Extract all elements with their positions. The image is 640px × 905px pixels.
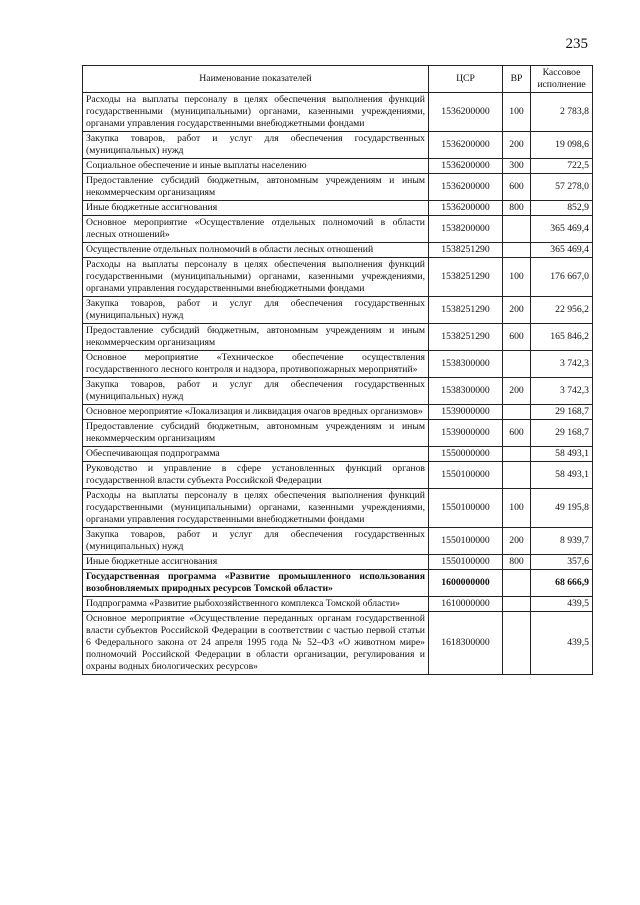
row-amount: 8 939,7	[531, 528, 593, 555]
row-vr-code	[503, 216, 531, 243]
row-vr-code: 100	[503, 93, 531, 132]
header-amount: Кассовое исполнение	[531, 66, 593, 93]
page-number: 235	[565, 36, 588, 52]
row-amount: 58 493,1	[531, 462, 593, 489]
row-csr-code: 1536200000	[429, 93, 503, 132]
table-row	[83, 258, 593, 297]
row-amount: 68 666,9	[531, 570, 593, 597]
row-name: Руководство и управление в сфере установленных функций органов государственной власти субъекта Российской Федерации	[83, 462, 429, 489]
row-csr-code: 1536200000	[429, 159, 503, 174]
row-vr-code: 100	[503, 258, 531, 297]
row-csr-code: 1538251290	[429, 258, 503, 297]
row-name: Обеспечивающая подпрограмма	[83, 447, 429, 462]
row-csr-code: 1536200000	[429, 201, 503, 216]
row-amount: 439,5	[531, 597, 593, 612]
row-amount: 165 846,2	[531, 324, 593, 351]
row-vr-code: 600	[503, 420, 531, 447]
row-name: Основное мероприятие «Осуществление отдельных полномочий в области лесных отношений»	[83, 216, 429, 243]
row-amount: 365 469,4	[531, 216, 593, 243]
table-header-row	[83, 66, 593, 93]
table-row	[83, 351, 593, 378]
row-csr-code: 1536200000	[429, 174, 503, 201]
row-amount: 722,5	[531, 159, 593, 174]
row-name: Расходы на выплаты персоналу в целях обеспечения выполнения функций государственными (муниципальными) органами, казенными учреждениями, органами управления государственными внебюджетными фондами	[83, 489, 429, 528]
row-amount: 365 469,4	[531, 243, 593, 258]
row-csr-code: 1538200000	[429, 216, 503, 243]
table-row	[83, 462, 593, 489]
table-row	[83, 612, 593, 675]
row-name: Закупка товаров, работ и услуг для обеспечения государственных (муниципальных) нужд	[83, 378, 429, 405]
row-amount: 29 168,7	[531, 405, 593, 420]
row-vr-code: 600	[503, 174, 531, 201]
row-name: Основное мероприятие «Локализация и ликвидация очагов вредных организмов»	[83, 405, 429, 420]
row-vr-code: 800	[503, 555, 531, 570]
row-csr-code: 1538300000	[429, 351, 503, 378]
table-row	[83, 132, 593, 159]
row-csr-code: 1538251290	[429, 324, 503, 351]
row-vr-code	[503, 405, 531, 420]
row-name: Государственная программа «Развитие промышленного использования возобновляемых природных ресурсов Томской области»	[83, 570, 429, 597]
row-amount: 29 168,7	[531, 420, 593, 447]
budget-table	[82, 65, 593, 675]
table-row	[83, 174, 593, 201]
table-body	[83, 93, 593, 675]
row-csr-code: 1539000000	[429, 405, 503, 420]
row-csr-code: 1538251290	[429, 243, 503, 258]
row-name: Закупка товаров, работ и услуг для обеспечения государственных (муниципальных) нужд	[83, 297, 429, 324]
row-amount: 19 098,6	[531, 132, 593, 159]
header-vr: ВР	[503, 66, 531, 93]
table-row	[83, 297, 593, 324]
row-name: Предоставление субсидий бюджетным, автономным учреждениям и иным некоммерческим организациям	[83, 420, 429, 447]
row-csr-code: 1618300000	[429, 612, 503, 675]
row-amount: 439,5	[531, 612, 593, 675]
table-row	[83, 420, 593, 447]
row-vr-code	[503, 351, 531, 378]
row-amount: 3 742,3	[531, 351, 593, 378]
table-row	[83, 216, 593, 243]
row-amount: 22 956,2	[531, 297, 593, 324]
row-csr-code: 1536200000	[429, 132, 503, 159]
table-row	[83, 570, 593, 597]
row-name: Иные бюджетные ассигнования	[83, 201, 429, 216]
table-row	[83, 597, 593, 612]
row-name: Предоставление субсидий бюджетным, автономным учреждениям и иным некоммерческим организациям	[83, 174, 429, 201]
row-name: Основное мероприятие «Техническое обеспечение осуществления государственного лесного контроля и надзора, противопожарных мероприятий»	[83, 351, 429, 378]
row-vr-code: 200	[503, 378, 531, 405]
row-amount: 2 783,8	[531, 93, 593, 132]
table-row	[83, 447, 593, 462]
row-amount: 49 195,8	[531, 489, 593, 528]
row-amount: 3 742,3	[531, 378, 593, 405]
row-name: Социальное обеспечение и иные выплаты населению	[83, 159, 429, 174]
row-name: Закупка товаров, работ и услуг для обеспечения государственных (муниципальных) нужд	[83, 528, 429, 555]
row-csr-code: 1600000000	[429, 570, 503, 597]
row-csr-code: 1538251290	[429, 297, 503, 324]
row-name: Предоставление субсидий бюджетным, автономным учреждениям и иным некоммерческим организациям	[83, 324, 429, 351]
row-vr-code: 200	[503, 132, 531, 159]
row-amount: 176 667,0	[531, 258, 593, 297]
row-name: Закупка товаров, работ и услуг для обеспечения государственных (муниципальных) нужд	[83, 132, 429, 159]
row-vr-code	[503, 612, 531, 675]
row-csr-code: 1538300000	[429, 378, 503, 405]
row-csr-code: 1550000000	[429, 447, 503, 462]
row-csr-code: 1550100000	[429, 528, 503, 555]
header-csr: ЦСР	[429, 66, 503, 93]
row-name: Иные бюджетные ассигнования	[83, 555, 429, 570]
row-name: Подпрограмма «Развитие рыбохозяйственного комплекса Томской области»	[83, 597, 429, 612]
row-vr-code	[503, 570, 531, 597]
row-amount: 852,9	[531, 201, 593, 216]
table-row	[83, 93, 593, 132]
row-csr-code: 1610000000	[429, 597, 503, 612]
row-csr-code: 1550100000	[429, 462, 503, 489]
row-vr-code: 800	[503, 201, 531, 216]
table-row	[83, 378, 593, 405]
table-row	[83, 159, 593, 174]
table-row	[83, 489, 593, 528]
table-row	[83, 555, 593, 570]
header-name: Наименование показателей	[83, 66, 429, 93]
table-row	[83, 243, 593, 258]
table-row	[83, 201, 593, 216]
table-row	[83, 405, 593, 420]
row-amount: 58 493,1	[531, 447, 593, 462]
row-amount: 57 278,0	[531, 174, 593, 201]
row-csr-code: 1550100000	[429, 489, 503, 528]
row-amount: 357,6	[531, 555, 593, 570]
row-csr-code: 1539000000	[429, 420, 503, 447]
row-vr-code: 200	[503, 528, 531, 555]
row-vr-code	[503, 447, 531, 462]
row-name: Осуществление отдельных полномочий в области лесных отношений	[83, 243, 429, 258]
row-vr-code: 600	[503, 324, 531, 351]
row-vr-code	[503, 243, 531, 258]
row-vr-code: 200	[503, 297, 531, 324]
row-name: Основное мероприятие «Осуществление переданных органам государственной власти субъектов Российской Федерации в соответствии с частью первой статьи 6 Федерального закона от 24 апреля 1995 года № 52–ФЗ «О животном мире» полномочий Российской Федерации в области организации, регулирования и охраны водных биологических ресурсов»	[83, 612, 429, 675]
table-row	[83, 528, 593, 555]
row-name: Расходы на выплаты персоналу в целях обеспечения выполнения функций государственными (муниципальными) органами, казенными учреждениями, органами управления государственными внебюджетными фондами	[83, 93, 429, 132]
row-vr-code: 100	[503, 489, 531, 528]
table-row	[83, 324, 593, 351]
row-name: Расходы на выплаты персоналу в целях обеспечения выполнения функций государственными (муниципальными) органами, казенными учреждениями, органами управления государственными внебюджетными фондами	[83, 258, 429, 297]
row-csr-code: 1550100000	[429, 555, 503, 570]
row-vr-code: 300	[503, 159, 531, 174]
row-vr-code	[503, 597, 531, 612]
row-vr-code	[503, 462, 531, 489]
